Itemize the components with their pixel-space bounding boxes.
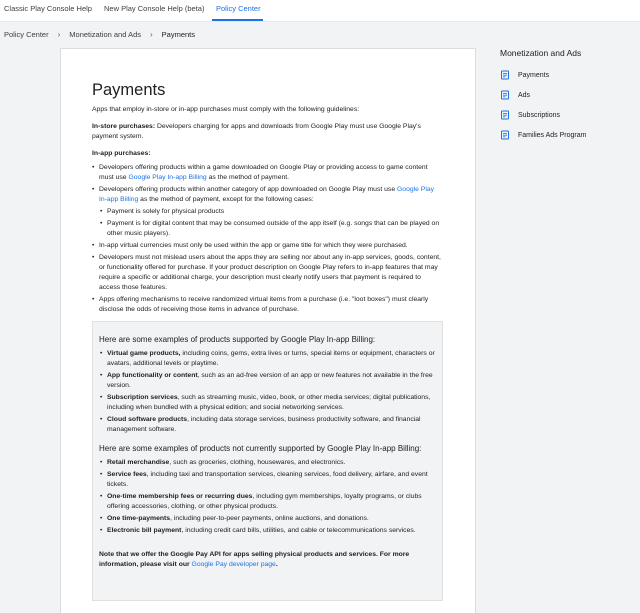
sidebar-item-payments[interactable] — [500, 70, 640, 80]
in-store-paragraph — [92, 122, 442, 142]
supported-heading: Here are some examples of products supported by Google Play In-app Billing: — [99, 335, 376, 344]
note-text: Note that we offer the Google Pay API for apps selling physical products and services. For more information, please visit our — [99, 551, 410, 568]
breadcrumb-policy-center[interactable]: Policy Center — [4, 30, 49, 39]
item-label: Subscription services — [107, 394, 178, 401]
sidebar-item-subscriptions[interactable] — [500, 110, 640, 120]
item-text: , including credit card bills, utilities, and cable or telecommunications services. — [181, 527, 416, 534]
list-item — [99, 526, 436, 536]
in-app-billing-link[interactable]: Google Play In-app Billing — [128, 174, 207, 181]
rule-text: as the method of payment, except for the following cases: — [138, 196, 314, 203]
item-label: Cloud software products — [107, 416, 188, 423]
page-title: Payments — [92, 81, 166, 99]
list-item — [92, 185, 442, 239]
item-text: , including gym memberships, loyalty programs, or clubs offering accessories, clothing, or other physical products. — [107, 493, 422, 510]
unsupported-heading: Here are some examples of products not currently supported by Google Play In-app Billing: — [99, 444, 422, 453]
list-item: • In-app virtual currencies must only be used within the app or game title for which they were purchased. — [92, 241, 442, 251]
item-label: Virtual game products, — [107, 350, 181, 357]
in-app-billing-link[interactable]: Google Play In-app Billing — [99, 186, 435, 203]
list-item — [99, 492, 436, 512]
sidebar-item-label: Payments — [518, 71, 550, 79]
list-item — [92, 163, 442, 183]
in-app-rules-list — [92, 163, 442, 315]
list-item: • Apps offering mechanisms to receive randomized virtual items from a purchase (i.e. "loot boxes") must clearly disclose the odds of receiving those items in advance of purchase. — [92, 295, 442, 315]
in-app-heading — [92, 149, 442, 159]
list-item — [99, 470, 436, 490]
rule-text: as the method of payment. — [206, 174, 290, 181]
google-pay-note — [99, 550, 436, 570]
item-text: , including peer-to-peer payments, online auctions, and donations. — [170, 515, 369, 522]
rule-text: Developers offering products within another category of app downloaded on Google Play must use — [99, 186, 397, 193]
list-item — [99, 371, 436, 391]
sidebar-item-label: Families Ads Program — [518, 131, 587, 139]
document-icon — [500, 90, 510, 100]
item-text: , including data storage services, business productivity software, and financial management software. — [107, 416, 421, 433]
sidebar-item-label: Ads — [518, 91, 531, 99]
document-icon — [500, 110, 510, 120]
sidebar-item-families-ads-program[interactable] — [500, 130, 640, 140]
list-item: • Payment is for digital content that may be consumed outside of the app itself (e.g. songs that can be played on other music players). — [99, 219, 442, 239]
list-item — [99, 514, 436, 524]
tab-new-play-console-help[interactable]: New Play Console Help (beta) — [104, 4, 205, 13]
item-text: , including taxi and transportation services, cleaning services, food delivery, airfare, and event tickets. — [107, 471, 428, 488]
item-text: , such as groceries, clothing, housewares, and electronics. — [169, 459, 346, 466]
breadcrumb — [4, 30, 195, 39]
rule-text: Developers offering products within a game downloaded on Google Play or providing access to game content must use — [99, 164, 428, 181]
item-text: including coins, gems, extra lives or turns, special items or equipment, characters or avatars, additional levels or playtime. — [107, 350, 435, 367]
item-text: , such as an ad-free version of an app or new features not available in the free version. — [107, 372, 433, 389]
item-label: One time-payments — [107, 515, 171, 522]
intro-text: Apps that employ in-store or in-app purchases must comply with the following guidelines: — [92, 106, 360, 113]
list-item: • Developers must not mislead users about the apps they are selling nor about any in-app services, goods, content, or functionality offered for purchase. If your product description on Google Play refers to in-app features that may require a specific or additional charge, your description must clearly notify users that payment is required to access those features. — [92, 253, 442, 293]
chevron-right-icon: › — [57, 30, 61, 39]
tab-policy-center[interactable]: Policy Center — [216, 4, 261, 13]
chevron-right-icon: › — [150, 30, 153, 39]
list-item — [99, 393, 436, 413]
breadcrumb-current: Payments — [161, 30, 196, 39]
list-item — [99, 458, 436, 468]
document-icon — [500, 130, 510, 140]
item-label: Service fees — [107, 471, 147, 478]
item-label: App functionality or content — [107, 372, 198, 379]
google-pay-developer-link[interactable]: Google Pay developer page — [191, 561, 276, 568]
breadcrumb-monetization-and-ads[interactable]: Monetization and Ads — [69, 30, 141, 39]
in-store-text: Developers charging for apps and downloads from Google Play must use Google Play's payment system. — [92, 123, 421, 140]
item-text: , such as streaming music, video, book, or other media services; digital publications, including when bundled with a physical edition; and social networking services. — [107, 394, 431, 411]
item-label: One-time membership fees or recurring dues — [107, 493, 253, 500]
sidebar-title: Monetization and Ads — [500, 48, 582, 58]
in-store-label: In-store purchases: — [92, 123, 156, 130]
document-icon — [500, 70, 510, 80]
examples-box — [92, 321, 443, 601]
item-label: Electronic bill payment — [107, 527, 182, 534]
sidebar-item-label: Subscriptions — [518, 111, 561, 119]
list-item — [99, 349, 436, 369]
top-navigation — [0, 0, 640, 22]
article-content — [92, 80, 442, 317]
list-item: • Payment is solely for physical products — [99, 207, 442, 217]
supported-list — [99, 349, 436, 435]
item-label: Retail merchandise — [107, 459, 170, 466]
unsupported-list — [99, 458, 436, 536]
list-item — [99, 415, 436, 435]
sidebar — [500, 48, 640, 150]
exceptions-list — [99, 207, 442, 239]
sidebar-item-ads[interactable] — [500, 90, 640, 100]
active-tab-indicator — [212, 19, 263, 21]
in-app-label: In-app purchases: — [92, 150, 151, 157]
note-end: . — [275, 561, 278, 568]
tab-classic-play-console-help[interactable]: Classic Play Console Help — [4, 4, 92, 13]
